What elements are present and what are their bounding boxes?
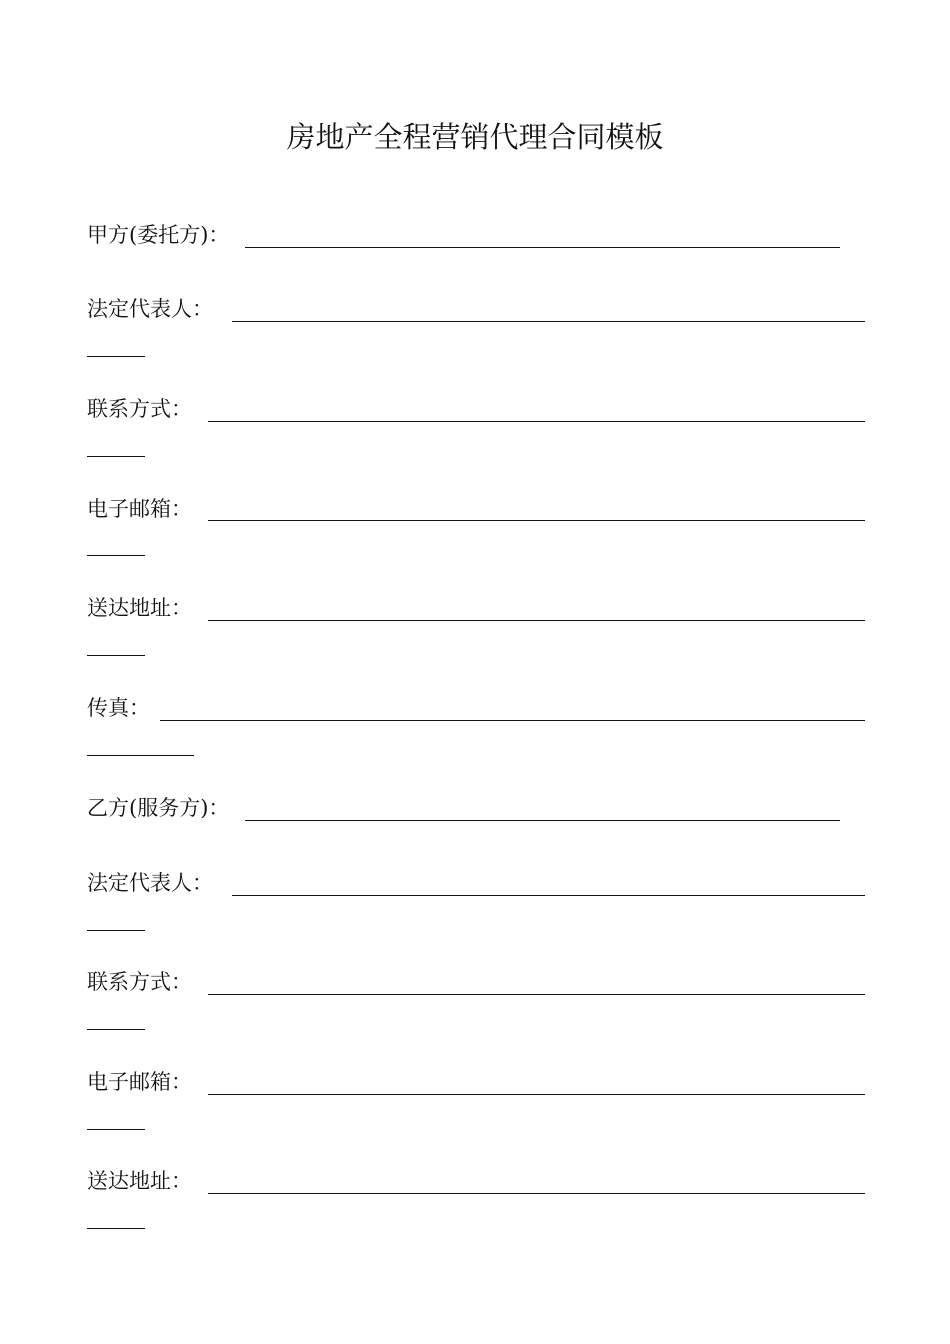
party-b-legal-rep-label: 法定代表人： (87, 871, 213, 895)
party-a-address-label: 送达地址： (87, 596, 192, 620)
party-b-heading-blank[interactable] (245, 820, 840, 821)
party-a-heading-label: 甲方(委托方)： (87, 223, 230, 247)
party-b-contact-blank-cont[interactable] (87, 1029, 145, 1030)
party-a-fax-label: 传真： (87, 696, 150, 720)
party-b-address-label: 送达地址： (87, 1169, 192, 1193)
party-b-email-label: 电子邮箱： (87, 1070, 192, 1094)
party-b-address-blank-cont[interactable] (87, 1228, 145, 1229)
party-b-email-blank[interactable] (208, 1094, 865, 1095)
party-a-legal-rep-blank-cont[interactable] (87, 356, 145, 357)
party-a-contact-label: 联系方式： (87, 397, 192, 421)
party-a-heading-blank[interactable] (245, 247, 840, 248)
party-b-contact-blank[interactable] (208, 994, 865, 995)
party-a-legal-rep-label: 法定代表人： (87, 297, 213, 321)
party-a-email-label: 电子邮箱： (87, 497, 192, 521)
party-a-legal-rep-blank[interactable] (232, 321, 865, 322)
party-b-legal-rep-blank-cont[interactable] (87, 930, 145, 931)
party-b-heading-label: 乙方(服务方)： (87, 796, 230, 820)
party-b-contact-label: 联系方式： (87, 970, 192, 994)
party-a-address-blank-cont[interactable] (87, 655, 145, 656)
party-a-fax-blank-cont[interactable] (87, 755, 194, 756)
party-b-legal-rep-blank[interactable] (232, 895, 865, 896)
document-title: 房地产全程营销代理合同模板 (286, 120, 664, 154)
party-a-contact-blank[interactable] (208, 421, 865, 422)
party-b-address-blank[interactable] (208, 1193, 865, 1194)
party-b-email-blank-cont[interactable] (87, 1129, 145, 1130)
party-a-email-blank[interactable] (208, 520, 865, 521)
party-a-email-blank-cont[interactable] (87, 555, 145, 556)
party-a-address-blank[interactable] (208, 620, 865, 621)
party-a-fax-blank[interactable] (160, 720, 865, 721)
party-a-contact-blank-cont[interactable] (87, 456, 145, 457)
